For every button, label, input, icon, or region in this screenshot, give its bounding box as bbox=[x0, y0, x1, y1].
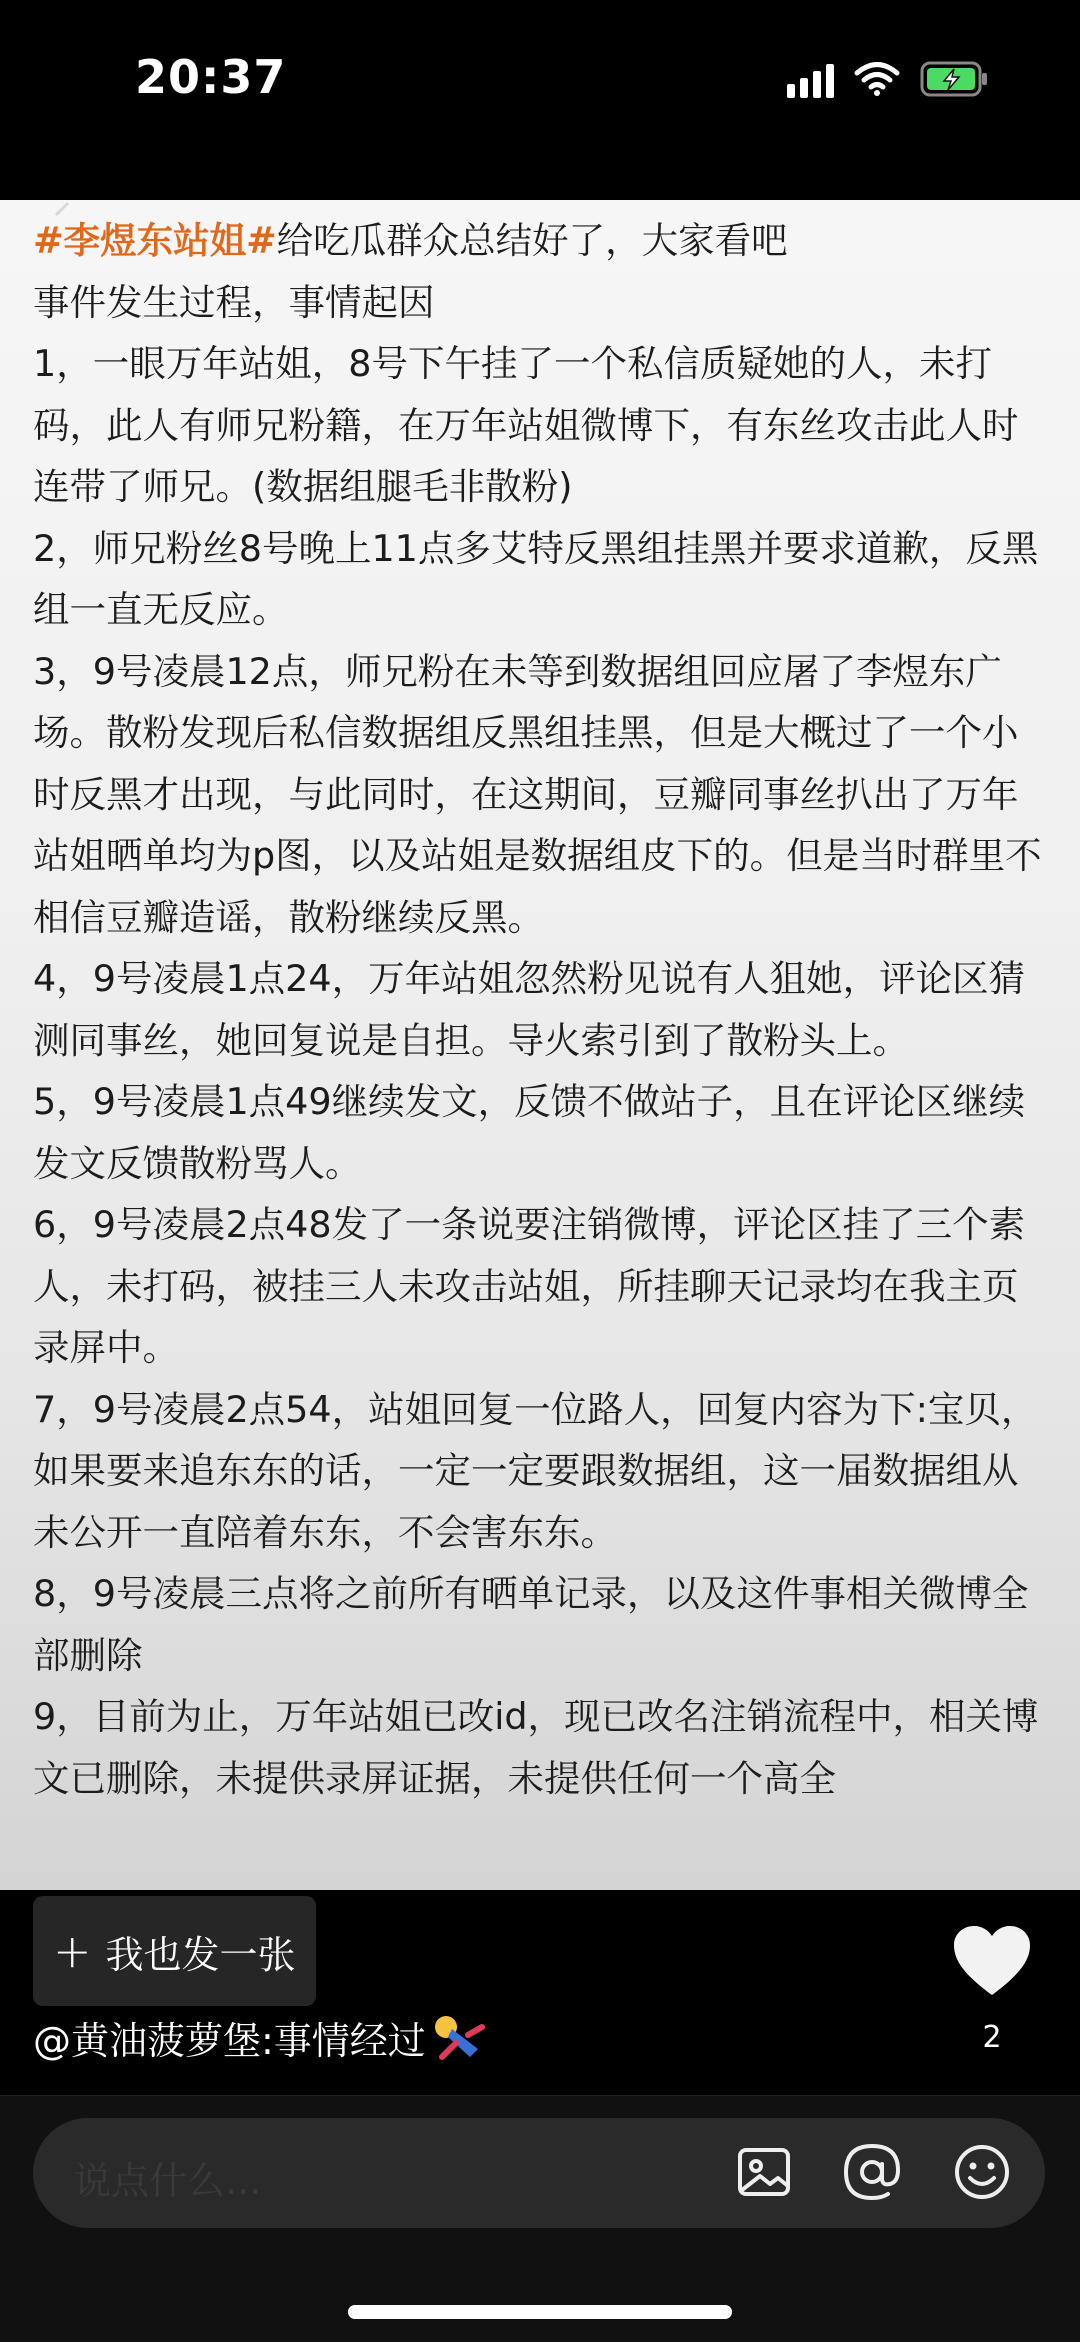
plus-icon: + bbox=[53, 1924, 92, 1978]
status-time: 20:37 bbox=[135, 50, 287, 104]
status-bar bbox=[0, 0, 1080, 200]
signal-icon bbox=[787, 60, 834, 98]
caption bbox=[33, 2010, 490, 2065]
post-line: 4，9号凌晨1点24，万年站姐忽然粉见说有人狙她，评论区猜测同事丝，她回复说是自担。导火索引到了散粉头上。 bbox=[33, 957, 1026, 1062]
at-icon[interactable] bbox=[840, 2140, 904, 2204]
home-indicator bbox=[348, 2305, 732, 2319]
wifi-icon bbox=[854, 62, 900, 96]
image-icon[interactable] bbox=[732, 2140, 796, 2204]
heart-icon[interactable] bbox=[952, 1925, 1032, 1997]
post-first-line bbox=[33, 210, 1053, 272]
post-line: 1，一眼万年站姐，8号下午挂了一个私信质疑她的人，未打码，此人有师兄粉籍，在万年站姐微博下，有东丝攻击此人时连带了师兄。(数据组腿毛非散粉) bbox=[33, 342, 1019, 508]
post-too-button[interactable] bbox=[33, 1896, 316, 2006]
hashtag-link[interactable]: #李煜东站姐# bbox=[33, 219, 277, 262]
comment-placeholder: 说点什么... bbox=[73, 2159, 262, 2203]
post-line: 3，9号凌晨12点，师兄粉在未等到数据组回应屠了李煜东广场。散粉发现后私信数据组反黑组挂黑，但是大概过了一个小时反黑才出现，与此同时，在这期间，豆瓣同事丝扒出了万年站姐晒单均为p图，以及站姐是数据组皮下的。但是当时群里不相信豆瓣造谣，散粉继续反黑。 bbox=[33, 649, 1042, 939]
post-line: 5，9号凌晨1点49继续发文，反馈不做站子，且在评论区继续发文反馈散粉骂人。 bbox=[33, 1080, 1026, 1185]
post-line: 2，师兄粉丝8号晚上11点多艾特反黑组挂黑并要求道歉，反黑组一直无反应。 bbox=[33, 526, 1039, 631]
emoji-sticker-icon bbox=[430, 2013, 490, 2063]
post-line: 8，9号凌晨三点将之前所有晒单记录，以及这件事相关微博全部删除 bbox=[33, 1572, 1029, 1677]
battery-icon bbox=[920, 61, 990, 97]
like-count: 2 bbox=[982, 2020, 1002, 2055]
status-icons bbox=[787, 60, 990, 98]
post-line: 9，目前为止，万年站姐已改id，现已改名注销流程中，相关博文已删除，未提供录屏证据，未提供任何一个高全 bbox=[33, 1695, 1039, 1800]
post-line: 7，9号凌晨2点54，站姐回复一位路人，回复内容为下:宝贝，如果要来追东东的话，一定一定要跟数据组，这一届数据组从未公开一直陪着东东，不会害东东。 bbox=[33, 1387, 1038, 1554]
post-line: 6，9号凌晨2点48发了一条说要注销微博，评论区挂了三个素人，未打码，被挂三人未攻击站姐，所挂聊天记录均在我主页录屏中。 bbox=[33, 1203, 1026, 1369]
post-too-label: 我也发一张 bbox=[105, 1932, 296, 1977]
post-line: 事件发生过程，事情起因 bbox=[33, 280, 435, 324]
post-line: 给吃瓜群众总结好了，大家看吧 bbox=[276, 219, 788, 262]
caption-text: @黄油菠萝堡:事情经过 bbox=[33, 2019, 426, 2063]
smiley-icon[interactable] bbox=[950, 2140, 1014, 2204]
post-text bbox=[33, 210, 1053, 1855]
